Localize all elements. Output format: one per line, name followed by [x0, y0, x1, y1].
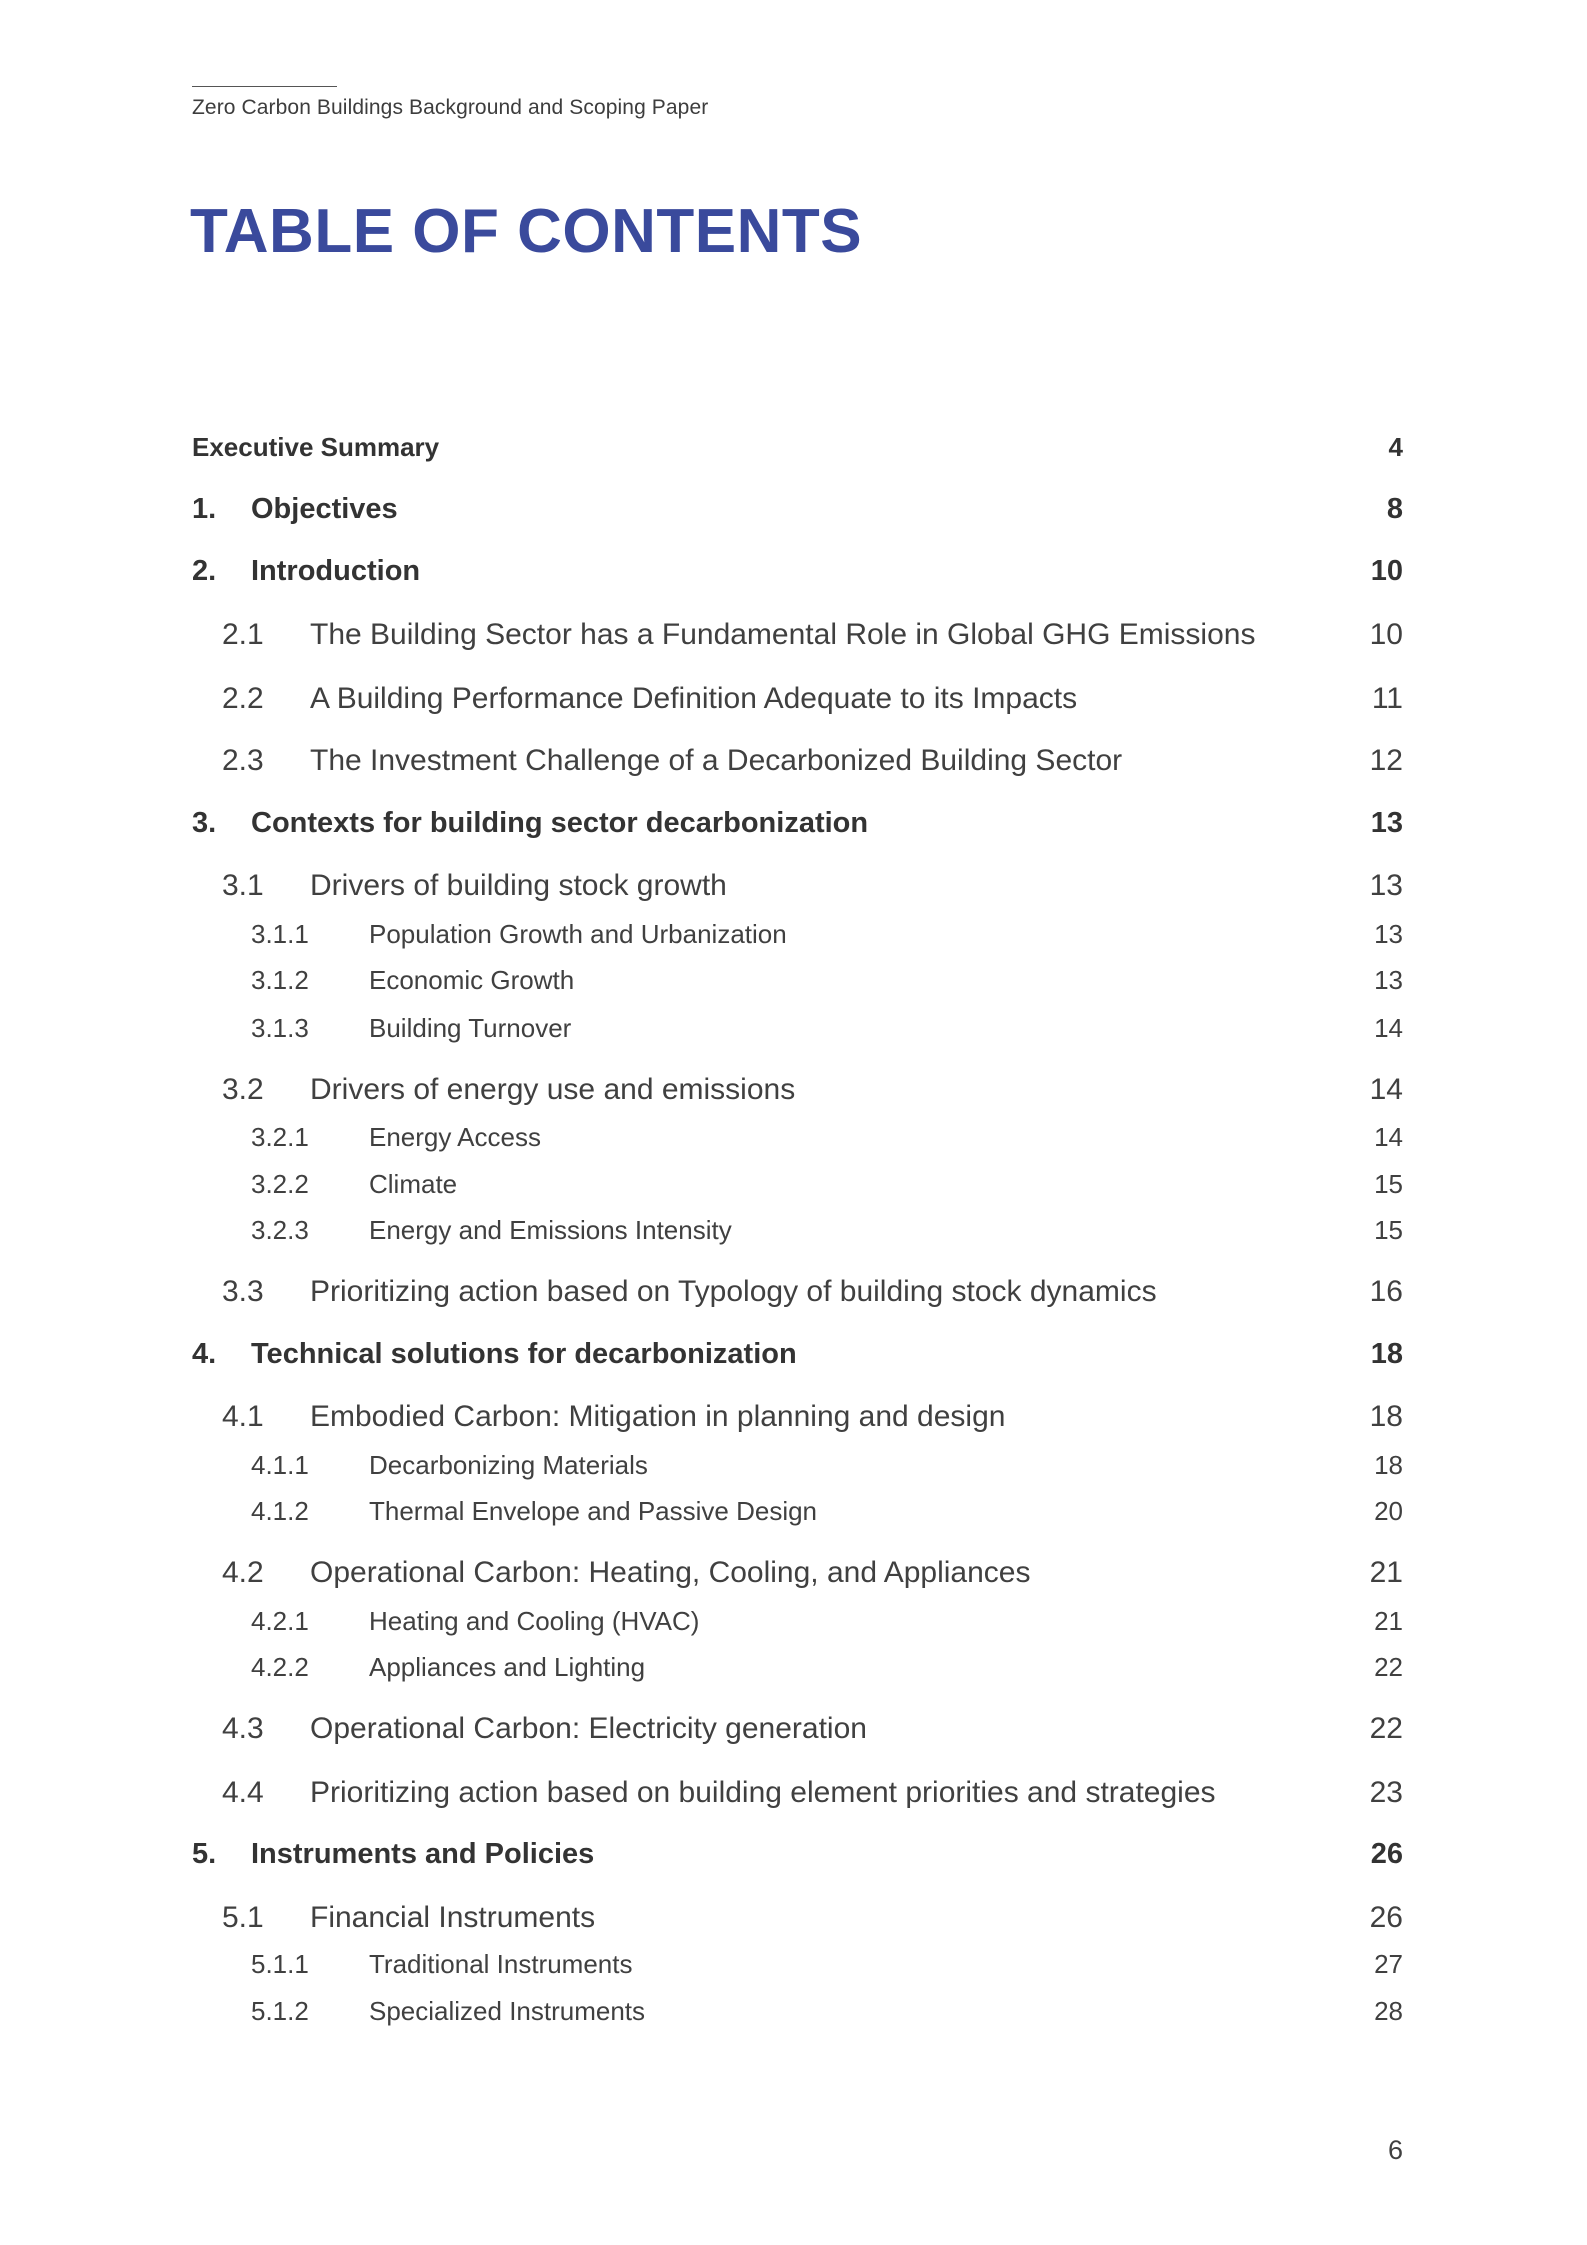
toc-entry[interactable]	[192, 1013, 1403, 1053]
toc-entry-title[interactable]: Drivers of energy use and emissions	[310, 1073, 796, 1106]
toc-entry-number: 5.1	[222, 1901, 264, 1934]
toc-entry-number: 4.4	[222, 1776, 264, 1809]
toc-entry-number: 4.1.2	[251, 1496, 309, 1526]
toc-entry-page: 13	[1374, 919, 1403, 949]
toc-entry-page: 18	[1369, 1400, 1403, 1433]
toc-entry-page: 16	[1369, 1275, 1403, 1308]
header-rule	[192, 86, 337, 87]
toc-entry-title[interactable]: Drivers of building stock growth	[310, 869, 727, 902]
toc-entry-title[interactable]: Introduction	[251, 555, 421, 587]
toc-entry-number: 4.1.1	[251, 1450, 309, 1480]
toc-entry[interactable]	[192, 1275, 1403, 1315]
toc-entry[interactable]	[192, 1996, 1403, 2036]
toc-entry-title[interactable]: Appliances and Lighting	[369, 1652, 646, 1682]
toc-entry-number: 3.2.1	[251, 1122, 309, 1152]
toc-entry-title[interactable]: Specialized Instruments	[369, 1996, 646, 2026]
toc-entry-title[interactable]: A Building Performance Definition Adequate to its Impacts	[310, 682, 1078, 715]
toc-entry-title[interactable]: The Investment Challenge of a Decarbonized Building Sector	[310, 744, 1123, 777]
toc-entry-title[interactable]: Prioritizing action based on Typology of building stock dynamics	[310, 1275, 1157, 1308]
toc-entry-page: 28	[1374, 1996, 1403, 2026]
toc-entry-number: 2.	[192, 555, 217, 587]
toc-entry-number: 5.1.2	[251, 1996, 309, 2026]
toc-entry-number: 4.1	[222, 1400, 264, 1433]
toc-entry-number: 4.	[192, 1338, 217, 1370]
toc-entry-title[interactable]: Traditional Instruments	[369, 1949, 633, 1979]
toc-entry[interactable]	[192, 1556, 1403, 1596]
toc-entry-page: 4	[1388, 432, 1403, 462]
toc-entry[interactable]	[192, 1712, 1403, 1752]
toc-entry-title[interactable]: Energy Access	[369, 1122, 541, 1152]
toc-entry-page: 18	[1374, 1450, 1403, 1480]
toc-entry[interactable]	[192, 1215, 1403, 1255]
toc-entry[interactable]	[192, 807, 1403, 847]
toc-entry-page: 26	[1370, 1838, 1403, 1870]
toc-entry-page: 10	[1369, 618, 1403, 651]
toc-entry[interactable]	[192, 1450, 1403, 1490]
toc-entry[interactable]	[192, 493, 1403, 533]
toc-entry-title[interactable]: Objectives	[251, 493, 398, 525]
toc-entry[interactable]	[192, 965, 1403, 1005]
toc-entry[interactable]	[192, 744, 1403, 784]
toc-entry-number: 3.2.3	[251, 1215, 309, 1245]
toc-entry-number: 3.3	[222, 1275, 264, 1308]
toc-entry[interactable]	[192, 1400, 1403, 1440]
running-header: Zero Carbon Buildings Background and Scoping Paper	[192, 96, 709, 119]
toc-entry-number: 5.	[192, 1838, 217, 1870]
toc-entry-page: 11	[1371, 682, 1403, 715]
toc-entry-title[interactable]: Energy and Emissions Intensity	[369, 1215, 732, 1245]
toc-entry-title[interactable]: Embodied Carbon: Mitigation in planning and design	[310, 1400, 1006, 1433]
toc-entry[interactable]	[192, 869, 1403, 909]
toc-entry-number: 3.	[192, 807, 217, 839]
toc-entry-number: 3.2.2	[251, 1169, 309, 1199]
toc-entry[interactable]	[192, 1949, 1403, 1989]
toc-entry-page: 8	[1386, 493, 1403, 525]
toc-entry-page: 27	[1374, 1949, 1403, 1979]
toc-entry-title[interactable]: Heating and Cooling (HVAC)	[369, 1606, 700, 1636]
toc-entry-title[interactable]: Economic Growth	[369, 965, 575, 995]
toc-entry-page: 13	[1370, 807, 1403, 839]
toc-entry-number: 2.3	[222, 744, 264, 777]
toc-entry-title[interactable]: Executive Summary	[192, 432, 440, 462]
toc-entry-page: 21	[1374, 1606, 1403, 1636]
toc-entry-title[interactable]: Building Turnover	[369, 1013, 572, 1043]
toc-entry-title[interactable]: Thermal Envelope and Passive Design	[369, 1496, 818, 1526]
toc-entry-page: 22	[1374, 1652, 1403, 1682]
toc-entry-number: 3.1.2	[251, 965, 309, 995]
toc-entry-number: 3.2	[222, 1073, 264, 1106]
toc-entry-page: 13	[1369, 869, 1403, 902]
toc-entry[interactable]	[192, 1652, 1403, 1692]
toc-entry-number: 5.1.1	[251, 1949, 309, 1979]
toc-entry-page: 20	[1374, 1496, 1403, 1526]
toc-entry-page: 14	[1374, 1013, 1403, 1043]
toc-entry-title[interactable]: Decarbonizing Materials	[369, 1450, 648, 1480]
toc-entry-number: 3.1	[222, 869, 264, 902]
toc-entry-title[interactable]: Operational Carbon: Electricity generation	[310, 1712, 867, 1745]
toc-entry[interactable]	[192, 1606, 1403, 1646]
toc-entry-number: 3.1.3	[251, 1013, 309, 1043]
toc-entry-page: 15	[1374, 1169, 1403, 1199]
toc-entry-number: 1.	[192, 493, 217, 525]
toc-entry[interactable]	[192, 432, 1403, 472]
toc-entry-title[interactable]: Technical solutions for decarbonization	[251, 1338, 797, 1370]
toc-entry[interactable]	[192, 1496, 1403, 1536]
toc-entry-title[interactable]: Financial Instruments	[310, 1901, 596, 1934]
toc-entry-title[interactable]: Population Growth and Urbanization	[369, 919, 787, 949]
toc-entry-number: 3.1.1	[251, 919, 309, 949]
toc-entry-title[interactable]: Contexts for building sector decarbonization	[251, 807, 869, 839]
toc-entry-page: 26	[1369, 1901, 1403, 1934]
toc-entry[interactable]	[192, 1122, 1403, 1162]
toc-entry[interactable]	[192, 555, 1403, 595]
toc-entry-number: 4.3	[222, 1712, 264, 1745]
toc-entry-number: 4.2.2	[251, 1652, 309, 1682]
toc-entry[interactable]	[192, 919, 1403, 959]
toc-entry[interactable]	[192, 1338, 1403, 1378]
toc-entry-page: 14	[1369, 1073, 1403, 1106]
toc-entry-title[interactable]: Prioritizing action based on building element priorities and strategies	[310, 1776, 1216, 1809]
toc-entry-page: 14	[1374, 1122, 1403, 1152]
toc-entry-page: 23	[1369, 1776, 1403, 1809]
toc-entry[interactable]	[192, 1776, 1403, 1816]
toc-entry-page: 21	[1369, 1556, 1403, 1589]
toc-entry-page: 22	[1369, 1712, 1403, 1745]
toc-entry-page: 15	[1374, 1215, 1403, 1245]
toc-entry-title[interactable]: Instruments and Policies	[251, 1838, 595, 1870]
toc-entry-number: 4.2.1	[251, 1606, 309, 1636]
page-title: TABLE OF CONTENTS	[190, 197, 863, 266]
toc-entry-page: 13	[1374, 965, 1403, 995]
toc-entry-number: 4.2	[222, 1556, 264, 1589]
toc-entry[interactable]	[192, 1073, 1403, 1113]
toc-entry-page: 12	[1369, 744, 1403, 777]
toc-entry-page: 10	[1370, 555, 1403, 587]
toc-entry-title[interactable]: Climate	[369, 1169, 458, 1199]
toc-entry[interactable]	[192, 618, 1403, 658]
toc-entry-page: 18	[1370, 1338, 1403, 1370]
toc-entry[interactable]	[192, 1169, 1403, 1209]
toc-entry-number: 2.1	[222, 618, 264, 651]
page-number: 6	[1387, 2135, 1403, 2165]
toc-entry-title[interactable]: Operational Carbon: Heating, Cooling, and Appliances	[310, 1556, 1031, 1589]
toc-entry[interactable]	[192, 1838, 1403, 1878]
toc-entry-title[interactable]: The Building Sector has a Fundamental Role in Global GHG Emissions	[310, 618, 1256, 651]
toc-entry[interactable]	[192, 682, 1403, 722]
toc-entry-number: 2.2	[222, 682, 264, 715]
toc-entry[interactable]	[192, 1901, 1403, 1941]
